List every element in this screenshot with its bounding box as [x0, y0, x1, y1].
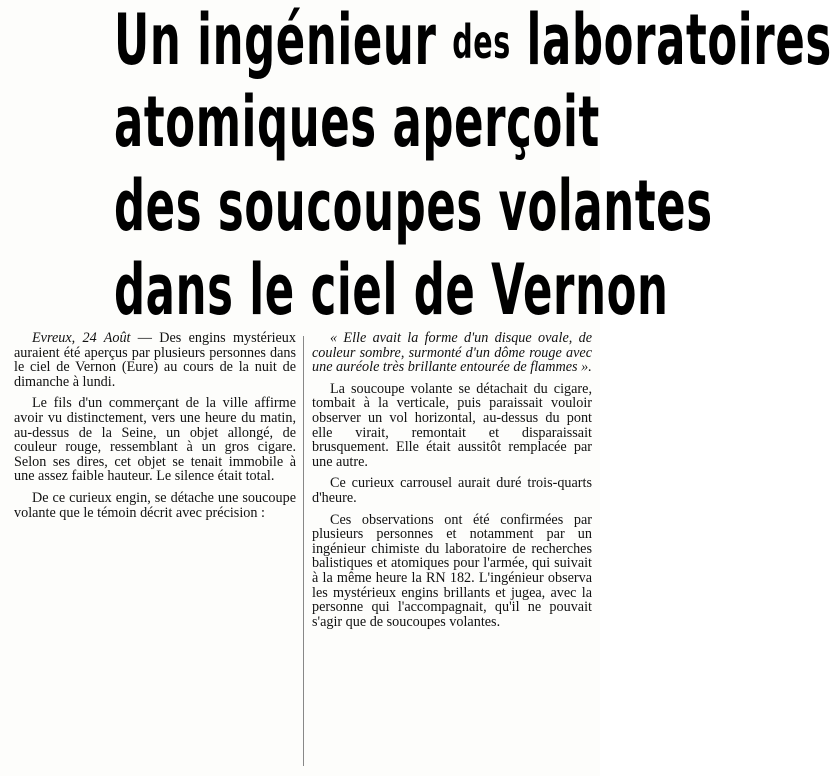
headline-line-2: atomiques aperçoit [114, 81, 600, 163]
article-paragraph-1 [14, 331, 296, 389]
witness-quote: « Elle avait la forme d'un disque ovale, de couleur sombre, surmonté d'un dôme rouge avec une auréole très brillante entourée de flammes ». [312, 330, 592, 376]
headline-line-1-part-a: Un ingénieur [114, 0, 437, 81]
article-column-right [312, 331, 592, 636]
article-paragraph-3: De ce curieux engin, se détache une soucoupe volante que le témoin décrit avec précision : [14, 489, 296, 521]
headline-line-1-small-word: des [452, 15, 511, 69]
headline-line-1 [114, 0, 832, 81]
article-paragraph-4: La soucoupe volante se détachait du cigare, tombait à la verticale, puis paraissait vouloir observer un vol horizontal, au-dessus du pont elle virait, remontait et disparaissait brusquement. Elle était aussitôt remplacée par une autre. [312, 380, 592, 470]
article-paragraph-1-text: — Des engins mystérieux auraient été aperçus par plusieurs personnes dans le ciel de Vernon (Eure) au cours de la nuit de dimanche à lundi. [14, 330, 296, 390]
headline-line-3: des soucoupes volantes [114, 165, 713, 247]
article-column-left [14, 331, 296, 527]
article-paragraph-6: Ces observations ont été confirmées par plusieurs personnes et notamment par un ingénieur chimiste du laboratoire de recherches balistiques et atomiques pour l'armée, qui suivait à la même heure la RN 182. L'ingénieur observa les mystérieux engins brillants et jugea, avec la personne qui l'accompagnait, qu'il ne pouvait s'agir que de soucoupes volantes. [312, 511, 592, 630]
headline-line-4: dans le ciel de Vernon [114, 249, 669, 331]
article-paragraph-5: Ce curieux carrousel aurait duré trois-quarts d'heure. [312, 475, 592, 506]
dateline: Evreux, 24 Août [32, 330, 131, 346]
headline-line-1-part-b: laboratoires [526, 0, 832, 81]
column-divider [303, 336, 304, 766]
article-paragraph-2: Le fils d'un commerçant de la ville affirme avoir vu distinctement, vers une heure du matin, au-dessus de la Seine, un objet allongé, de couleur rouge, ressemblant à un gros cigare. Selon ses dires, cet objet se tenait immobile à une assez faible hauteur. Le silence était total. [14, 395, 296, 485]
